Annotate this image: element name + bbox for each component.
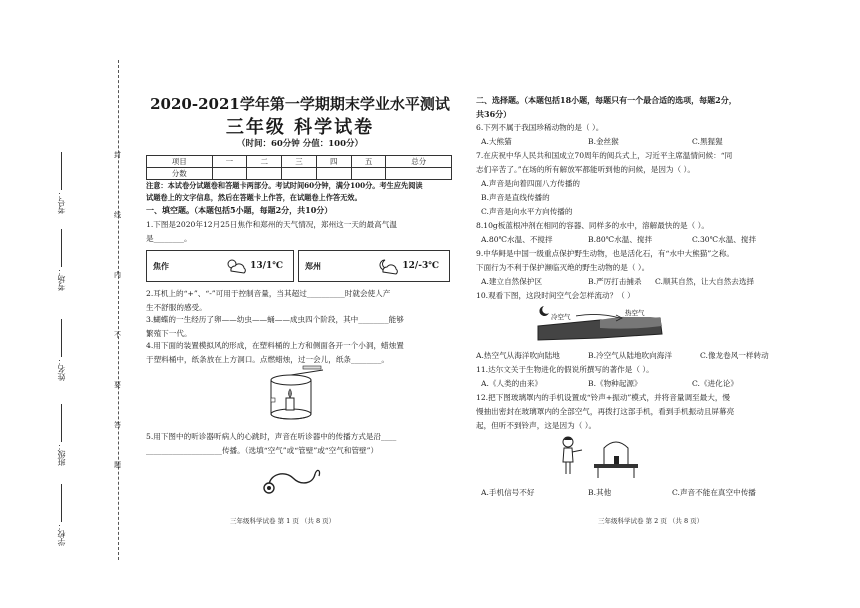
q7-option-b: B.声音是直线传播的 <box>481 193 550 202</box>
score-cell <box>282 168 317 180</box>
q7-option-a: A.声音是向着四面八方传播的 <box>481 179 581 188</box>
candle-bucket-illustration <box>265 368 325 424</box>
q11-option-a: A.《人类的由来》 <box>481 379 543 388</box>
bell-jar-illustration <box>560 434 650 480</box>
q9-option-c: C.顺其自然，让大自然去选择 <box>655 277 755 286</box>
q11-option-b: B.《物种起源》 <box>588 379 642 388</box>
question-11: 11.达尔文关于生物进化的假说所撰写的著作是（ ）。 <box>476 365 654 374</box>
q10-option-c: C.像龙卷风一样转动 <box>700 351 769 360</box>
cloudy-sun-icon <box>226 259 246 273</box>
weather-card-zhengzhou <box>298 250 450 282</box>
q8-option-a: A.80℃水温、不搅拌 <box>481 235 553 244</box>
question-6: 6.下列不属于我国珍稀动物的是（ ）。 <box>476 123 604 132</box>
question-9: 9.中华鲟是中国一级重点保护野生动物，也是活化石，有“水中大熊猫”之称。 下面行为不利于保护濒临灭绝的野生动物的是（ ）。 <box>476 249 735 272</box>
sea-land-breeze-illustration <box>530 300 670 346</box>
score-cell: 二 <box>247 156 282 168</box>
score-cell <box>247 168 282 180</box>
exam-title: 2020-2021学年第一学期期末学业水平测试 <box>150 95 450 113</box>
q7-option-c: C.声音是向水平方向传播的 <box>481 207 573 216</box>
seal-dashed-line <box>118 60 119 560</box>
score-cell <box>386 168 452 180</box>
score-cell: 总分 <box>386 156 452 168</box>
margin-field-school: 学校： <box>56 480 67 546</box>
score-table <box>146 155 452 180</box>
exam-info: （时间：60分钟 分值：100分） <box>236 139 364 149</box>
hot-air-label: 热空气 <box>625 309 645 317</box>
score-cell <box>212 168 247 180</box>
notice: 注意：本试卷分试题卷和答题卡两部分。考试时间60分钟，满分100分。考生应先阅读 试题卷上的文字信息，然后在答题卡上作答，在试题卷上作答无效。 <box>146 181 423 202</box>
score-cell: 分数 <box>147 168 213 180</box>
seal-mark: 题 <box>114 461 121 469</box>
question-7: 7.在庆祝中华人民共和国成立70周年的阅兵式上，习近平主席温情问候：“同 志们辛苦了。”在场的所有解放军都能听到他的问候，是因为（ ）。 <box>476 151 733 174</box>
q8-option-b: B.80℃水温、搅拌 <box>588 235 653 244</box>
page-footer-right: 三年级科学试卷 第 2 页 （共 8 页） <box>598 517 704 525</box>
weather-temp: 12/-3℃ <box>402 261 439 271</box>
stethoscope-illustration <box>263 466 323 494</box>
q10-option-b: B.冷空气从陆地吹向海洋 <box>588 351 672 360</box>
weather-city: 焦作 <box>153 260 169 271</box>
section1-heading: 一、填空题。（本题包括5小题，每题2分，共10分） <box>146 205 333 215</box>
question-12: 12.把下图玻璃罩内的手机设置成“铃声+振动”模式，并将音量调至最大，慢 慢抽出密封在玻璃罩内的全部空气，再拨打这部手机，看到手机振动且屏幕亮 起，但听不到铃声，这是因为（ ）。 <box>476 393 735 430</box>
question-5: 5.用下图中的听诊器听病人的心跳时，声音在听诊器中的传播方式是沿____ ____________________传播。（选填“空气”或“管壁”或“空气和管壁”） <box>146 432 397 455</box>
seal-mark: 答 <box>114 421 121 429</box>
score-cell <box>351 168 386 180</box>
q12-option-c: C.声音不能在真空中传播 <box>672 488 756 497</box>
score-cell: 项目 <box>147 156 213 168</box>
question-2: 2.耳机上的“+”、“-”可用于控制音量，当其超过__________时就会使人产 生不舒服的感受。 <box>146 289 391 312</box>
question-3: 3.蝴蝶的一生经历了卵——幼虫——蛹——成虫四个阶段，其中________能够 繁殖下一代。 <box>146 315 404 338</box>
question-10: 10.观看下图，这段时间空气会怎样流动？（ ） <box>476 291 635 300</box>
margin-field-exam-number: 考号： <box>56 148 67 214</box>
margin-field-name: 姓名： <box>56 315 67 381</box>
weather-temp: 13/1℃ <box>250 261 283 271</box>
q9-option-a: A.建立自然保护区 <box>481 277 543 286</box>
exam-subject: 三年级 科学试卷 <box>225 117 375 138</box>
margin-field-exam-room: 考场： <box>56 225 67 291</box>
cloudy-moon-icon <box>378 259 398 273</box>
score-cell <box>316 168 351 180</box>
score-cell: 一 <box>212 156 247 168</box>
question-8: 8.10g板蓝根冲剂在相同的容器、同样多的水中，溶解最快的是（ ）。 <box>476 221 710 230</box>
seal-mark: 要 <box>114 381 121 389</box>
moon-icon <box>539 306 549 316</box>
q6-option-c: C.黑猩猩 <box>692 137 723 146</box>
score-cell: 四 <box>316 156 351 168</box>
q9-option-b: B.严厉打击捕杀 <box>588 277 642 286</box>
seal-mark: 内 <box>114 271 121 279</box>
page-footer-left: 三年级科学试卷 第 1 页 （共 8 页） <box>230 517 336 525</box>
q8-option-c: C.30℃水温、搅拌 <box>692 235 757 244</box>
weather-city: 郑州 <box>305 260 321 271</box>
q10-option-a: A.热空气从海洋吹向陆地 <box>476 351 560 360</box>
q12-option-b: B.其他 <box>588 488 612 497</box>
score-cell: 三 <box>282 156 317 168</box>
score-cell: 五 <box>351 156 386 168</box>
q6-option-a: A.大熊猫 <box>481 137 512 146</box>
q12-option-a: A.手机信号不好 <box>481 488 535 497</box>
seal-mark: 线 <box>114 211 121 219</box>
q11-option-c: C.《进化论》 <box>692 379 738 388</box>
q6-option-b: B.金丝猴 <box>588 137 619 146</box>
section2-heading: 二、选择题。（本题包括18小题，每题只有一个最合适的选项，每题2分， 共36分） <box>476 95 737 119</box>
question-4: 4.用下面的装置模拟风的形成，在塑料桶的上方和侧面各开一个小洞，蜡烛置 于塑料桶中，纸条放在上方洞口。点燃蜡烛，过一会儿，纸条________。 <box>146 341 404 364</box>
margin-field-class: 班级： <box>56 400 67 466</box>
cold-air-label: 冷空气 <box>551 313 571 321</box>
seal-mark: 封 <box>114 151 121 159</box>
question-1: 1.下图是2020年12月25日焦作和郑州的天气情况，郑州这一天的最高气温 是________。 <box>146 220 397 243</box>
weather-card-jiaozuo <box>146 250 294 282</box>
seal-mark: 不 <box>114 331 121 339</box>
